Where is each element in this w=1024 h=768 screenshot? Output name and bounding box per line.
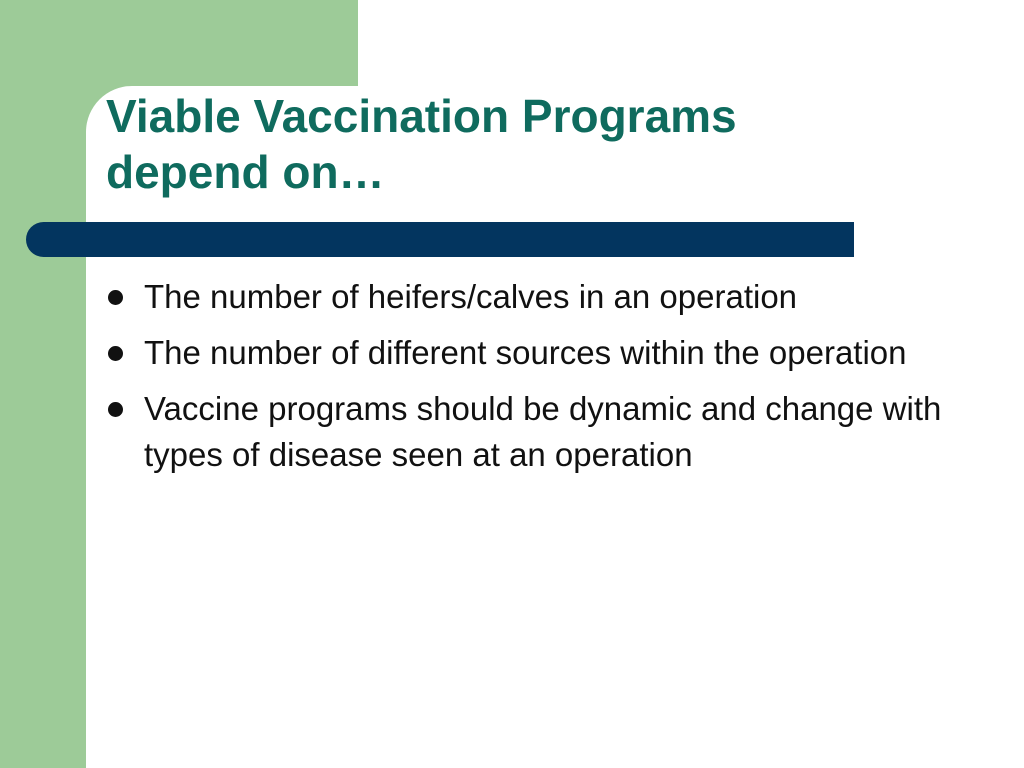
bullet-text: The number of different sources within the operation	[144, 334, 907, 371]
bullet-item	[104, 330, 964, 376]
bullet-icon	[108, 290, 123, 305]
bullet-text: The number of heifers/calves in an operation	[144, 278, 798, 315]
bullet-list	[104, 274, 964, 488]
bullet-item	[104, 274, 964, 320]
title-divider-bar	[26, 222, 854, 257]
slide-title: Viable Vaccination Programs depend on…	[106, 90, 737, 198]
bullet-item	[104, 386, 964, 478]
bullet-icon	[108, 346, 123, 361]
bullet-icon	[108, 402, 123, 417]
bullet-text: Vaccine programs should be dynamic and change with types of disease seen at an operation	[144, 390, 942, 473]
